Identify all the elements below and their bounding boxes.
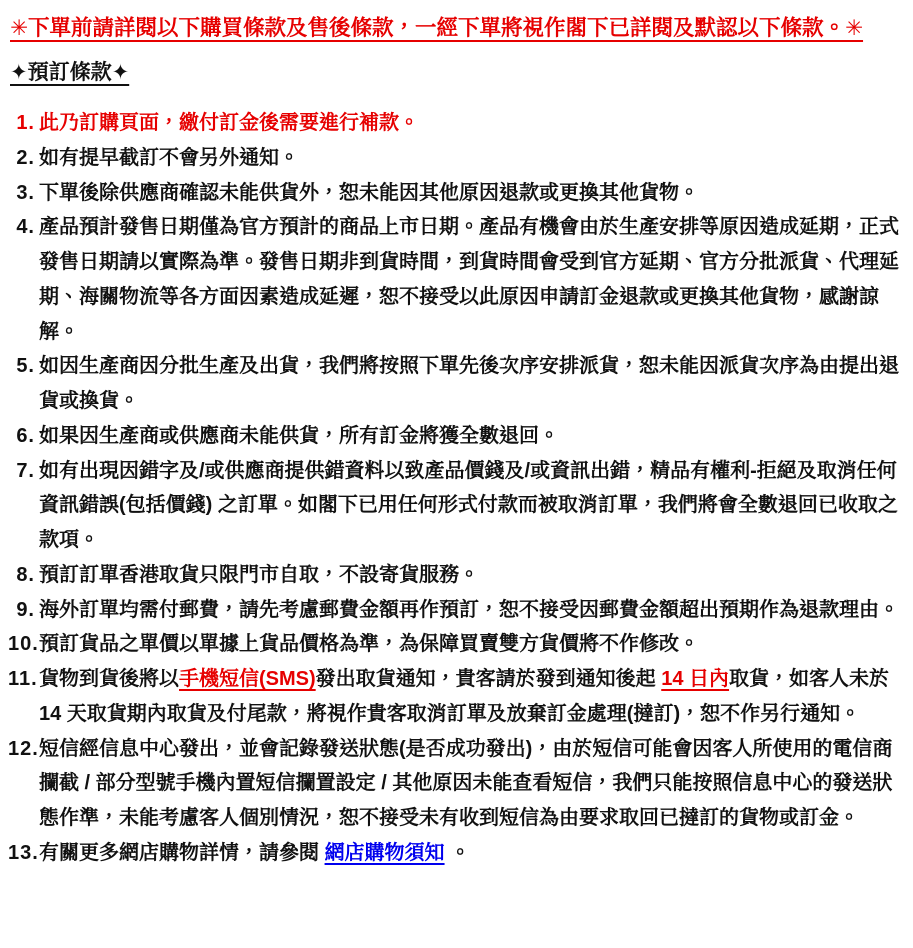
term-number: 7.: [16, 459, 35, 482]
term-text: [39, 425, 559, 447]
term-item: [8, 662, 907, 732]
term-text: [39, 599, 899, 621]
term-segment: 產品預計發售日期僅為官方預計的商品上市日期。產品有機會由於生產安排等原因造成延期，正式發售日期請以實際為準。發售日期非到貨時間，到貨時間會受到官方延期、官方分批派貨、代理延期、海關物流等各方面因素造成延遲，恕不接受以此原因申請訂金退款或更換其他貨物，感謝諒解。: [39, 216, 899, 343]
section-title: ✦預訂條款✦: [10, 61, 130, 84]
term-item: [8, 593, 907, 628]
term-number: 3.: [16, 181, 35, 204]
term-item: [8, 349, 907, 419]
term-number: 8.: [16, 563, 35, 586]
term-number: 13.: [8, 841, 39, 864]
term-segment: 預訂訂單香港取貨只限門市自取，不設寄貨服務。: [39, 563, 479, 586]
term-item: [8, 419, 907, 454]
term-segment: 如因生產商因分批生產及出貨，我們將按照下單先後次序安排派貨，恕未能因派貨次序為由提出退貨或換貨。: [39, 355, 899, 412]
term-text: [39, 182, 699, 204]
term-number: 10.: [8, 633, 39, 656]
term-text: [39, 112, 419, 134]
term-text: [39, 564, 479, 586]
term-text: [39, 668, 889, 725]
term-text: [39, 738, 892, 830]
term-segment: 。: [444, 841, 471, 864]
term-item: [8, 558, 907, 593]
term-number: 12.: [8, 737, 39, 760]
term-segment: 手機短信(SMS): [179, 668, 316, 690]
term-segment: 發出取貨通知，貴客請於發到通知後起: [315, 668, 662, 690]
term-segment: 如有出現因錯字及/或供應商提供錯資料以致產品價錢及/或資訊出錯，精品有權利-拒絕及取消任何資訊錯誤(包括價錢) 之訂單。如閣下已用任何形式付款而被取消訂單，我們將會全數退回已收取之款項。: [39, 459, 898, 551]
term-text: [39, 633, 699, 655]
terms-list: [8, 106, 907, 871]
term-text: [39, 355, 899, 412]
term-segment: 有關更多網店購物詳情，請參閱: [39, 841, 325, 864]
term-text: [39, 842, 470, 864]
term-segment: 貨物到貨後將以: [39, 668, 179, 690]
term-text: [39, 460, 898, 552]
term-segment: 短信經信息中心發出，並會記錄發送狀態(是否成功發出)，由於短信可能會因客人所使用的電信商攔截 / 部分型號手機內置短信攔置設定 / 其他原因未能查看短信，我們只能按照信息中心的發送狀態作準，未能考慮客人個別情況，恕不接受未有收到短信為由要求取回已撻訂的貨物或訂金。: [39, 737, 893, 829]
term-segment: 如果因生產商或供應商未能供貨，所有訂金將獲全數退回。: [39, 424, 559, 447]
term-number: 9.: [16, 598, 35, 621]
term-segment: 取貨，如客人未於 14 天取貨期內取貨及付尾款，將視作貴客取消訂單及放棄訂金處理(撻訂)，恕不作另行通知。: [39, 668, 890, 725]
term-item: [8, 836, 907, 871]
term-item: [8, 106, 907, 141]
term-item: [8, 732, 907, 836]
term-number: 5.: [16, 355, 35, 378]
term-segment: 預訂貨品之單價以單據上貨品價格為準，為保障買賣雙方貨價將不作修改。: [39, 633, 699, 656]
term-number: 4.: [16, 216, 35, 239]
term-item: [8, 210, 907, 349]
term-text: [39, 216, 899, 342]
term-item: [8, 627, 907, 662]
term-segment: 下單後除供應商確認未能供貨外，恕未能因其他原因退款或更換其他貨物。: [39, 181, 699, 204]
term-number: 6.: [16, 424, 35, 447]
term-number: 2.: [16, 146, 35, 169]
terms-notice-header: ✳下單前請詳閱以下購買條款及售後條款，一經下單將視作閣下已詳閱及默認以下條款。✳: [10, 16, 864, 40]
term-item: [8, 454, 907, 558]
term-segment: 如有提早截訂不會另外通知。: [39, 146, 299, 169]
term-segment: 海外訂單均需付郵費，請先考慮郵費金額再作預訂，恕不接受因郵費金額超出預期作為退款理由。: [39, 598, 899, 621]
term-text: [39, 147, 299, 169]
term-segment: 此乃訂購頁面，繳付訂金後需要進行補款。: [39, 112, 419, 134]
term-item: [8, 176, 907, 211]
term-number: 1.: [16, 112, 35, 134]
term-item: [8, 141, 907, 176]
shop-guide-link[interactable]: 網店購物須知: [324, 841, 445, 864]
term-number: 11.: [8, 668, 38, 690]
term-segment: 14 日內: [661, 668, 730, 690]
